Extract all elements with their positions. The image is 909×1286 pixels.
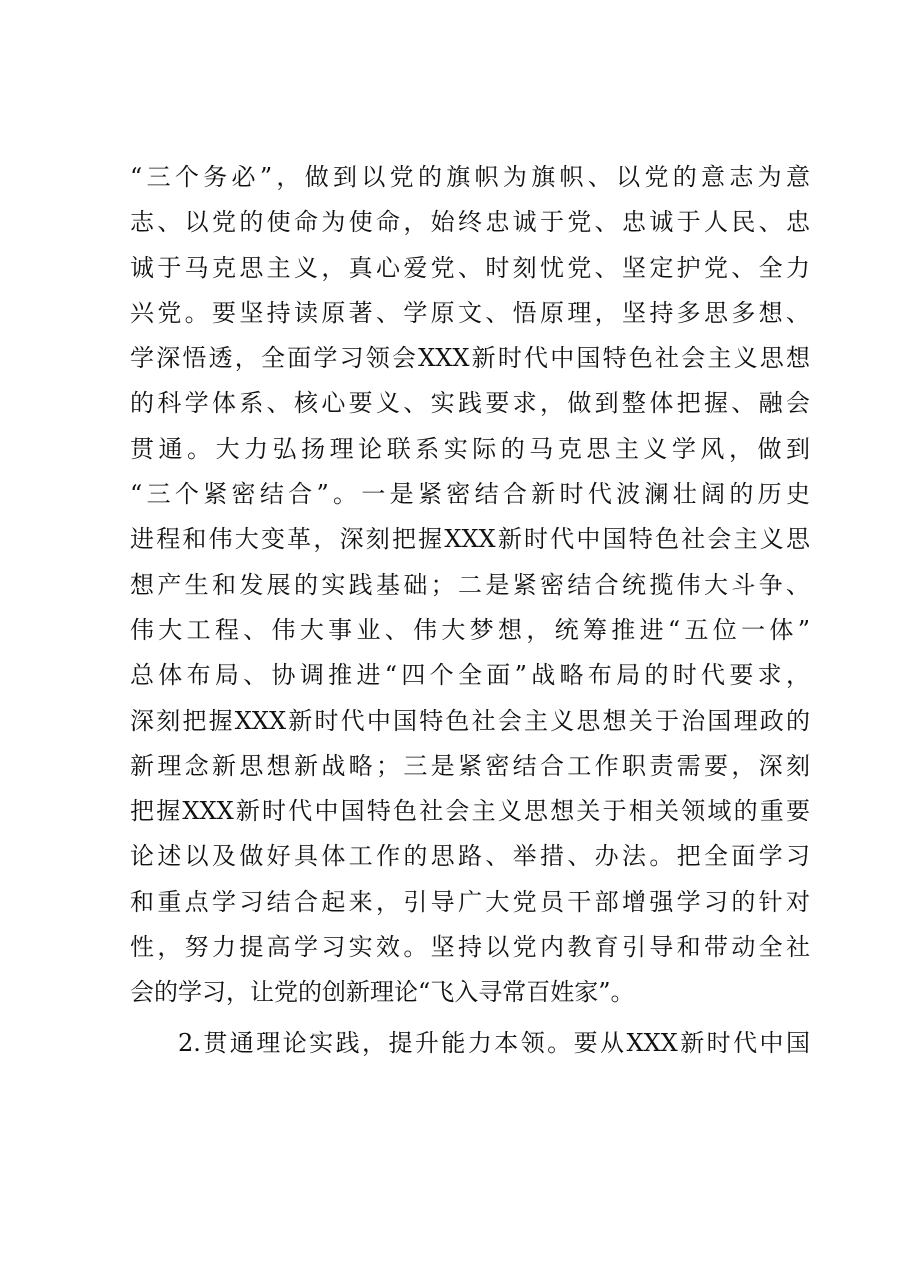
text-line: 想产生和发展的实践基础；二是紧密结合统揽伟大斗争、: [130, 570, 810, 599]
text-line: 把握XXX新时代中国特色社会主义思想关于相关领域的重要: [130, 797, 810, 826]
text-line: “三个紧密结合”。一是紧密结合新时代波澜壮阔的历史: [130, 480, 810, 509]
text-line: 和重点学习结合起来，引导广大党员干部增强学习的针对: [130, 887, 810, 916]
text-line: “三个务必”，做到以党的旗帜为旗帜、以党的意志为意: [130, 163, 810, 191]
text-line: 学深悟透，全面学习领会XXX新时代中国特色社会主义思想: [130, 344, 810, 373]
text-line: 志、以党的使命为使命，始终忠诚于党、忠诚于人民、忠: [130, 208, 810, 237]
paragraph-1: [130, 155, 810, 1016]
text-line: 性，努力提高学习实效。坚持以党内教育引导和带动全社: [130, 933, 810, 962]
paragraph-2: [130, 1021, 810, 1066]
text-line: 兴党。要坚持读原著、学原文、悟原理，坚持多思多想、: [130, 298, 810, 327]
text-line: 会的学习，让党的创新理论“飞入寻常百姓家”。: [130, 978, 635, 1007]
section-heading-line: 2.贯通理论实践，提升能力本领。要从XXX新时代中国: [178, 1028, 810, 1057]
text-line: 深刻把握XXX新时代中国特色社会主义思想关于治国理政的: [130, 706, 810, 735]
text-line: 伟大工程、伟大事业、伟大梦想，统筹推进“五位一体”: [130, 615, 810, 644]
text-line: 新理念新思想新战略；三是紧密结合工作职责需要，深刻: [130, 751, 810, 780]
body-text: [130, 155, 810, 1066]
text-line: 诚于马克思主义，真心爱党、时刻忧党、坚定护党、全力: [130, 253, 810, 282]
text-line: 的科学体系、核心要义、实践要求，做到整体把握、融会: [130, 389, 810, 418]
text-line: 总体布局、协调推进“四个全面”战略布局的时代要求，: [130, 661, 810, 690]
text-line: 进程和伟大变革，深刻把握XXX新时代中国特色社会主义思: [130, 525, 810, 554]
text-line: 贯通。大力弘扬理论联系实际的马克思主义学风，做到: [130, 434, 810, 463]
text-line: 论述以及做好具体工作的思路、举措、办法。把全面学习: [130, 842, 810, 871]
